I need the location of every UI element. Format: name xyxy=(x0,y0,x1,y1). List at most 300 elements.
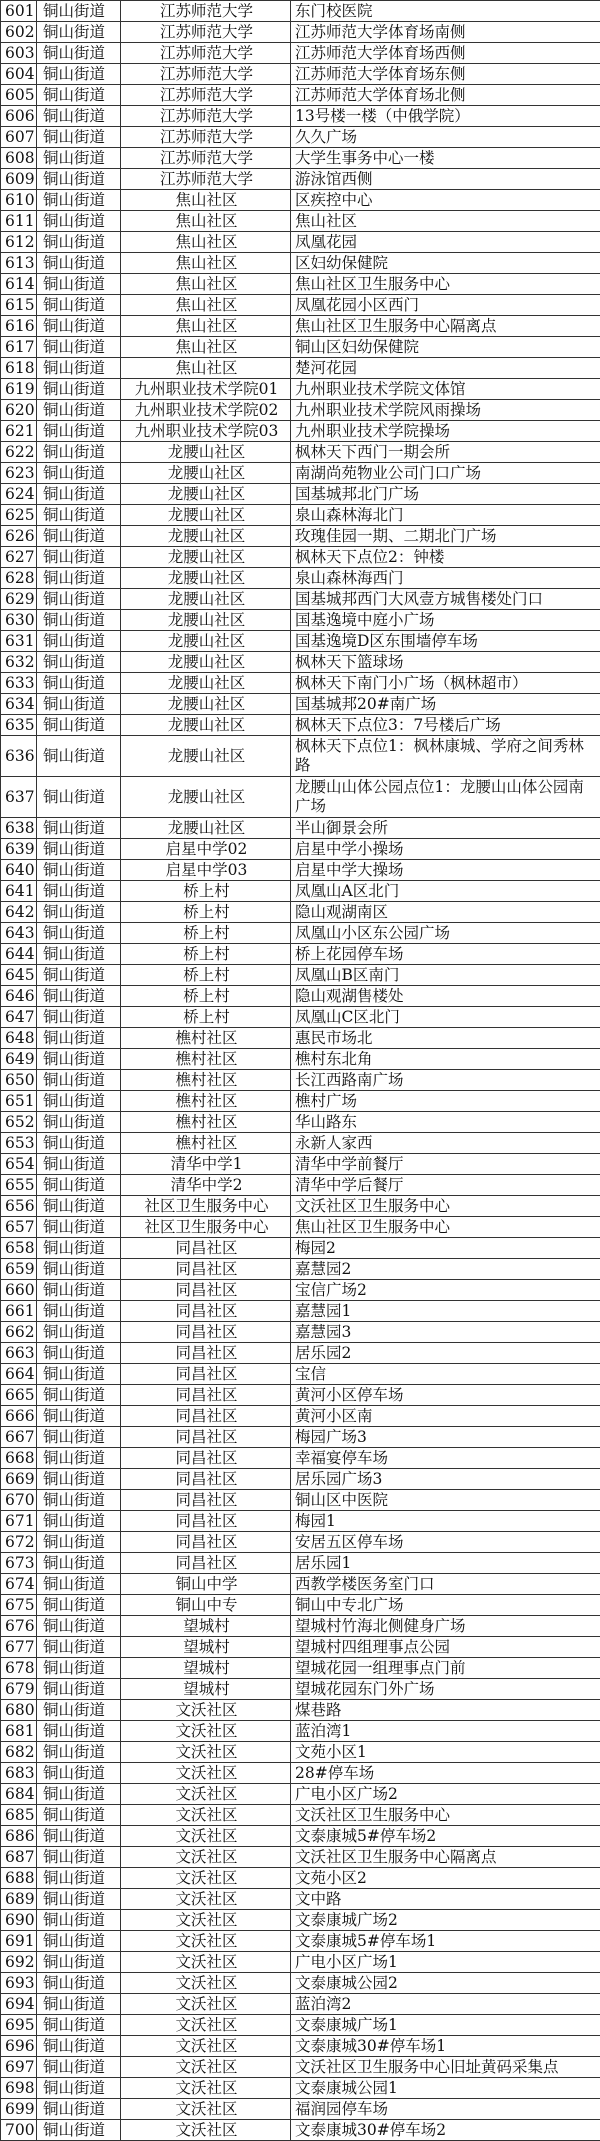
site-location: 区疾控中心 xyxy=(291,190,600,211)
street-name: 铜山街道 xyxy=(37,818,121,839)
table-row xyxy=(1,1028,600,1049)
table-row xyxy=(1,860,600,881)
table-row xyxy=(1,1,600,22)
table-row xyxy=(1,736,600,777)
street-name: 铜山街道 xyxy=(37,1196,121,1217)
site-location: 文泰康城30#停车场1 xyxy=(291,2036,600,2057)
row-number: 674 xyxy=(1,1574,37,1595)
community-name: 文沃社区 xyxy=(121,1700,291,1721)
street-name: 铜山街道 xyxy=(37,295,121,316)
site-location: 铜山中专北广场 xyxy=(291,1595,600,1616)
community-name: 龙腰山社区 xyxy=(121,463,291,484)
site-location: 长江西路南广场 xyxy=(291,1070,600,1091)
community-name: 龙腰山社区 xyxy=(121,589,291,610)
row-number: 616 xyxy=(1,316,37,337)
row-number: 677 xyxy=(1,1637,37,1658)
table-row xyxy=(1,1511,600,1532)
community-name: 江苏师范大学 xyxy=(121,106,291,127)
community-name: 龙腰山社区 xyxy=(121,442,291,463)
site-location: 半山御景会所 xyxy=(291,818,600,839)
community-name: 江苏师范大学 xyxy=(121,169,291,190)
street-name: 铜山街道 xyxy=(37,337,121,358)
table-row xyxy=(1,1385,600,1406)
table-row xyxy=(1,715,600,736)
row-number: 690 xyxy=(1,1910,37,1931)
table-row xyxy=(1,148,600,169)
table-row xyxy=(1,1469,600,1490)
street-name: 铜山街道 xyxy=(37,860,121,881)
table-row xyxy=(1,505,600,526)
site-location: 梅园2 xyxy=(291,1238,600,1259)
row-number: 608 xyxy=(1,148,37,169)
street-name: 铜山街道 xyxy=(37,85,121,106)
site-location: 隐山观湖售楼处 xyxy=(291,986,600,1007)
site-location: 东门校医院 xyxy=(291,1,600,22)
community-name: 樵村社区 xyxy=(121,1112,291,1133)
row-number: 614 xyxy=(1,274,37,295)
site-location: 望城花园东门外广场 xyxy=(291,1679,600,1700)
site-location: 启星中学大操场 xyxy=(291,860,600,881)
row-number: 624 xyxy=(1,484,37,505)
street-name: 铜山街道 xyxy=(37,777,121,818)
row-number: 633 xyxy=(1,673,37,694)
street-name: 铜山街道 xyxy=(37,1742,121,1763)
community-name: 文沃社区 xyxy=(121,2036,291,2057)
table-row xyxy=(1,232,600,253)
street-name: 铜山街道 xyxy=(37,1490,121,1511)
street-name: 铜山街道 xyxy=(37,1574,121,1595)
street-name: 铜山街道 xyxy=(37,1973,121,1994)
table-row xyxy=(1,568,600,589)
site-location: 游泳馆西侧 xyxy=(291,169,600,190)
row-number: 627 xyxy=(1,547,37,568)
street-name: 铜山街道 xyxy=(37,986,121,1007)
site-location: 泉山森林海西门 xyxy=(291,568,600,589)
site-location: 九州职业技术学院风雨操场 xyxy=(291,400,600,421)
row-number: 609 xyxy=(1,169,37,190)
site-location: 文苑小区1 xyxy=(291,1742,600,1763)
row-number: 629 xyxy=(1,589,37,610)
table-row xyxy=(1,547,600,568)
street-name: 铜山街道 xyxy=(37,1721,121,1742)
community-name: 焦山社区 xyxy=(121,337,291,358)
site-location: 铜山区中医院 xyxy=(291,1490,600,1511)
community-name: 同昌社区 xyxy=(121,1280,291,1301)
street-name: 铜山街道 xyxy=(37,1154,121,1175)
street-name: 铜山街道 xyxy=(37,484,121,505)
street-name: 铜山街道 xyxy=(37,2120,121,2141)
table-row xyxy=(1,1259,600,1280)
community-name: 文沃社区 xyxy=(121,2099,291,2120)
street-name: 铜山街道 xyxy=(37,1595,121,1616)
table-row xyxy=(1,22,600,43)
community-name: 文沃社区 xyxy=(121,1784,291,1805)
street-name: 铜山街道 xyxy=(37,1616,121,1637)
community-name: 龙腰山社区 xyxy=(121,631,291,652)
row-number: 610 xyxy=(1,190,37,211)
site-location: 28#停车场 xyxy=(291,1763,600,1784)
site-location: 蓝泊湾1 xyxy=(291,1721,600,1742)
street-name: 铜山街道 xyxy=(37,736,121,777)
community-name: 文沃社区 xyxy=(121,1742,291,1763)
row-number: 612 xyxy=(1,232,37,253)
row-number: 684 xyxy=(1,1784,37,1805)
community-name: 铜山中专 xyxy=(121,1595,291,1616)
site-location: 文泰康城公园2 xyxy=(291,1973,600,1994)
street-name: 铜山街道 xyxy=(37,1,121,22)
table-row xyxy=(1,652,600,673)
row-number: 622 xyxy=(1,442,37,463)
street-name: 铜山街道 xyxy=(37,505,121,526)
street-name: 铜山街道 xyxy=(37,1343,121,1364)
table-row xyxy=(1,1574,600,1595)
site-location: 枫林天下点位2：钟楼 xyxy=(291,547,600,568)
site-location: 国基逸境D区东围墙停车场 xyxy=(291,631,600,652)
table-row xyxy=(1,1868,600,1889)
row-number: 676 xyxy=(1,1616,37,1637)
community-name: 江苏师范大学 xyxy=(121,64,291,85)
community-name: 龙腰山社区 xyxy=(121,652,291,673)
community-name: 望城村 xyxy=(121,1616,291,1637)
community-name: 焦山社区 xyxy=(121,253,291,274)
community-name: 龙腰山社区 xyxy=(121,777,291,818)
street-name: 铜山街道 xyxy=(37,1931,121,1952)
row-number: 654 xyxy=(1,1154,37,1175)
street-name: 铜山街道 xyxy=(37,1322,121,1343)
site-location: 九州职业技术学院操场 xyxy=(291,421,600,442)
community-name: 江苏师范大学 xyxy=(121,43,291,64)
community-name: 望城村 xyxy=(121,1679,291,1700)
table-row xyxy=(1,1784,600,1805)
row-number: 691 xyxy=(1,1931,37,1952)
street-name: 铜山街道 xyxy=(37,1175,121,1196)
site-location: 13号楼一楼（中俄学院） xyxy=(291,106,600,127)
street-name: 铜山街道 xyxy=(37,400,121,421)
table-row xyxy=(1,1637,600,1658)
table-row xyxy=(1,1679,600,1700)
community-name: 同昌社区 xyxy=(121,1532,291,1553)
community-name: 龙腰山社区 xyxy=(121,526,291,547)
row-number: 601 xyxy=(1,1,37,22)
table-row xyxy=(1,421,600,442)
row-number: 686 xyxy=(1,1826,37,1847)
street-name: 铜山街道 xyxy=(37,1553,121,1574)
table-row xyxy=(1,1721,600,1742)
community-name: 文沃社区 xyxy=(121,1910,291,1931)
street-name: 铜山街道 xyxy=(37,1448,121,1469)
community-name: 文沃社区 xyxy=(121,2120,291,2141)
community-name: 江苏师范大学 xyxy=(121,22,291,43)
site-location: 文沃社区卫生服务中心 xyxy=(291,1805,600,1826)
street-name: 铜山街道 xyxy=(37,43,121,64)
street-name: 铜山街道 xyxy=(37,2099,121,2120)
table-row xyxy=(1,1700,600,1721)
site-location: 居乐园2 xyxy=(291,1343,600,1364)
community-name: 文沃社区 xyxy=(121,1931,291,1952)
table-row xyxy=(1,1889,600,1910)
street-name: 铜山街道 xyxy=(37,652,121,673)
site-location: 枫林天下点位3：7号楼后广场 xyxy=(291,715,600,736)
table-row xyxy=(1,839,600,860)
row-number: 611 xyxy=(1,211,37,232)
row-number: 657 xyxy=(1,1217,37,1238)
site-location: 凤凰山B区南门 xyxy=(291,965,600,986)
site-location: 江苏师范大学体育场西侧 xyxy=(291,43,600,64)
table-row xyxy=(1,190,600,211)
row-number: 693 xyxy=(1,1973,37,1994)
row-number: 649 xyxy=(1,1049,37,1070)
table-row xyxy=(1,1196,600,1217)
street-name: 铜山街道 xyxy=(37,442,121,463)
site-location: 广电小区广场2 xyxy=(291,1784,600,1805)
site-location: 煤巷路 xyxy=(291,1700,600,1721)
street-name: 铜山街道 xyxy=(37,1805,121,1826)
table-row xyxy=(1,1217,600,1238)
community-name: 樵村社区 xyxy=(121,1049,291,1070)
row-number: 694 xyxy=(1,1994,37,2015)
site-location: 玫瑰佳园一期、二期北门广场 xyxy=(291,526,600,547)
street-name: 铜山街道 xyxy=(37,1658,121,1679)
table-row xyxy=(1,400,600,421)
street-name: 铜山街道 xyxy=(37,1280,121,1301)
community-name: 桥上村 xyxy=(121,881,291,902)
site-location: 嘉慧园3 xyxy=(291,1322,600,1343)
table-row xyxy=(1,881,600,902)
community-name: 启星中学02 xyxy=(121,839,291,860)
row-number: 604 xyxy=(1,64,37,85)
table-row xyxy=(1,106,600,127)
community-name: 桥上村 xyxy=(121,1007,291,1028)
site-location: 惠民市场北 xyxy=(291,1028,600,1049)
row-number: 656 xyxy=(1,1196,37,1217)
table-row xyxy=(1,1070,600,1091)
row-number: 603 xyxy=(1,43,37,64)
street-name: 铜山街道 xyxy=(37,274,121,295)
street-name: 铜山街道 xyxy=(37,547,121,568)
table-row xyxy=(1,64,600,85)
row-number: 672 xyxy=(1,1532,37,1553)
community-name: 同昌社区 xyxy=(121,1385,291,1406)
table-row xyxy=(1,1364,600,1385)
table-row xyxy=(1,316,600,337)
table-row xyxy=(1,1322,600,1343)
street-name: 铜山街道 xyxy=(37,1910,121,1931)
row-number: 678 xyxy=(1,1658,37,1679)
table-row xyxy=(1,358,600,379)
street-name: 铜山街道 xyxy=(37,902,121,923)
row-number: 689 xyxy=(1,1889,37,1910)
street-name: 铜山街道 xyxy=(37,610,121,631)
street-name: 铜山街道 xyxy=(37,1994,121,2015)
community-name: 文沃社区 xyxy=(121,1868,291,1889)
row-number: 683 xyxy=(1,1763,37,1784)
community-name: 龙腰山社区 xyxy=(121,715,291,736)
table-row xyxy=(1,1007,600,1028)
site-location: 文泰康城公园1 xyxy=(291,2078,600,2099)
site-location: 文泰康城5#停车场1 xyxy=(291,1931,600,1952)
street-name: 铜山街道 xyxy=(37,1784,121,1805)
row-number: 646 xyxy=(1,986,37,1007)
community-name: 焦山社区 xyxy=(121,232,291,253)
site-location: 清华中学前餐厅 xyxy=(291,1154,600,1175)
community-name: 望城村 xyxy=(121,1637,291,1658)
site-location: 久久广场 xyxy=(291,127,600,148)
street-name: 铜山街道 xyxy=(37,1889,121,1910)
community-name: 龙腰山社区 xyxy=(121,736,291,777)
row-number: 602 xyxy=(1,22,37,43)
row-number: 663 xyxy=(1,1343,37,1364)
community-name: 九州职业技术学院01 xyxy=(121,379,291,400)
table-row xyxy=(1,923,600,944)
street-name: 铜山街道 xyxy=(37,127,121,148)
street-name: 铜山街道 xyxy=(37,1091,121,1112)
site-location: 启星中学小操场 xyxy=(291,839,600,860)
site-location: 焦山社区卫生服务中心隔离点 xyxy=(291,316,600,337)
table-row xyxy=(1,1616,600,1637)
site-location: 江苏师范大学体育场北侧 xyxy=(291,85,600,106)
street-name: 铜山街道 xyxy=(37,1217,121,1238)
community-name: 焦山社区 xyxy=(121,295,291,316)
row-number: 636 xyxy=(1,736,37,777)
table-row xyxy=(1,211,600,232)
community-name: 同昌社区 xyxy=(121,1511,291,1532)
street-name: 铜山街道 xyxy=(37,1238,121,1259)
site-location: 国基逸境中庭小广场 xyxy=(291,610,600,631)
row-number: 662 xyxy=(1,1322,37,1343)
row-number: 655 xyxy=(1,1175,37,1196)
table-row xyxy=(1,610,600,631)
community-name: 文沃社区 xyxy=(121,1826,291,1847)
community-name: 文沃社区 xyxy=(121,1763,291,1784)
community-name: 文沃社区 xyxy=(121,2078,291,2099)
community-name: 龙腰山社区 xyxy=(121,484,291,505)
site-location: 凤凰山C区北门 xyxy=(291,1007,600,1028)
street-name: 铜山街道 xyxy=(37,1679,121,1700)
street-name: 铜山街道 xyxy=(37,1406,121,1427)
community-name: 龙腰山社区 xyxy=(121,568,291,589)
community-name: 同昌社区 xyxy=(121,1448,291,1469)
street-name: 铜山街道 xyxy=(37,1385,121,1406)
community-name: 文沃社区 xyxy=(121,1847,291,1868)
community-name: 樵村社区 xyxy=(121,1091,291,1112)
street-name: 铜山街道 xyxy=(37,2015,121,2036)
table-row xyxy=(1,1280,600,1301)
row-number: 669 xyxy=(1,1469,37,1490)
site-location: 清华中学后餐厅 xyxy=(291,1175,600,1196)
site-location: 铜山区妇幼保健院 xyxy=(291,337,600,358)
row-number: 617 xyxy=(1,337,37,358)
row-number: 667 xyxy=(1,1427,37,1448)
table-row xyxy=(1,1931,600,1952)
street-name: 铜山街道 xyxy=(37,589,121,610)
site-location: 永新人家西 xyxy=(291,1133,600,1154)
street-name: 铜山街道 xyxy=(37,923,121,944)
site-location: 安居五区停车场 xyxy=(291,1532,600,1553)
table-row xyxy=(1,1994,600,2015)
row-number: 648 xyxy=(1,1028,37,1049)
table-row xyxy=(1,1742,600,1763)
community-name: 龙腰山社区 xyxy=(121,694,291,715)
community-name: 桥上村 xyxy=(121,944,291,965)
community-name: 焦山社区 xyxy=(121,211,291,232)
site-location: 文中路 xyxy=(291,1889,600,1910)
row-number: 661 xyxy=(1,1301,37,1322)
table-row xyxy=(1,986,600,1007)
table-row xyxy=(1,673,600,694)
row-number: 685 xyxy=(1,1805,37,1826)
row-number: 606 xyxy=(1,106,37,127)
community-name: 焦山社区 xyxy=(121,358,291,379)
site-location: 枫林天下篮球场 xyxy=(291,652,600,673)
row-number: 682 xyxy=(1,1742,37,1763)
site-location: 梅园1 xyxy=(291,1511,600,1532)
site-location: 嘉慧园2 xyxy=(291,1259,600,1280)
street-name: 铜山街道 xyxy=(37,253,121,274)
table-row xyxy=(1,1112,600,1133)
row-number: 621 xyxy=(1,421,37,442)
row-number: 675 xyxy=(1,1595,37,1616)
street-name: 铜山街道 xyxy=(37,1427,121,1448)
table-row xyxy=(1,2099,600,2120)
site-location: 蓝泊湾2 xyxy=(291,1994,600,2015)
community-name: 焦山社区 xyxy=(121,274,291,295)
row-number: 670 xyxy=(1,1490,37,1511)
street-name: 铜山街道 xyxy=(37,463,121,484)
table-row xyxy=(1,1826,600,1847)
street-name: 铜山街道 xyxy=(37,2036,121,2057)
site-location: 枫林天下西门一期会所 xyxy=(291,442,600,463)
row-number: 697 xyxy=(1,2057,37,2078)
community-name: 同昌社区 xyxy=(121,1427,291,1448)
street-name: 铜山街道 xyxy=(37,1952,121,1973)
row-number: 664 xyxy=(1,1364,37,1385)
row-number: 628 xyxy=(1,568,37,589)
row-number: 626 xyxy=(1,526,37,547)
community-name: 桥上村 xyxy=(121,986,291,1007)
row-number: 695 xyxy=(1,2015,37,2036)
row-number: 681 xyxy=(1,1721,37,1742)
table-row xyxy=(1,379,600,400)
site-location: 焦山社区卫生服务中心 xyxy=(291,1217,600,1238)
community-name: 龙腰山社区 xyxy=(121,505,291,526)
street-name: 铜山街道 xyxy=(37,2057,121,2078)
row-number: 700 xyxy=(1,2120,37,2141)
row-number: 671 xyxy=(1,1511,37,1532)
row-number: 619 xyxy=(1,379,37,400)
table-row xyxy=(1,274,600,295)
community-name: 樵村社区 xyxy=(121,1070,291,1091)
site-location: 幸福宴停车场 xyxy=(291,1448,600,1469)
site-location: 文泰康城广场2 xyxy=(291,1910,600,1931)
community-name: 江苏师范大学 xyxy=(121,1,291,22)
table-row xyxy=(1,1133,600,1154)
community-name: 同昌社区 xyxy=(121,1553,291,1574)
site-location: 南湖尚苑物业公司门口广场 xyxy=(291,463,600,484)
community-name: 文沃社区 xyxy=(121,2015,291,2036)
row-number: 613 xyxy=(1,253,37,274)
street-name: 铜山街道 xyxy=(37,1469,121,1490)
table-row xyxy=(1,589,600,610)
table-row xyxy=(1,1175,600,1196)
site-location: 望城花园一组理事点门前 xyxy=(291,1658,600,1679)
community-name: 同昌社区 xyxy=(121,1364,291,1385)
row-number: 631 xyxy=(1,631,37,652)
street-name: 铜山街道 xyxy=(37,1301,121,1322)
community-name: 铜山中学 xyxy=(121,1574,291,1595)
row-number: 639 xyxy=(1,839,37,860)
table-row xyxy=(1,1973,600,1994)
community-name: 九州职业技术学院03 xyxy=(121,421,291,442)
